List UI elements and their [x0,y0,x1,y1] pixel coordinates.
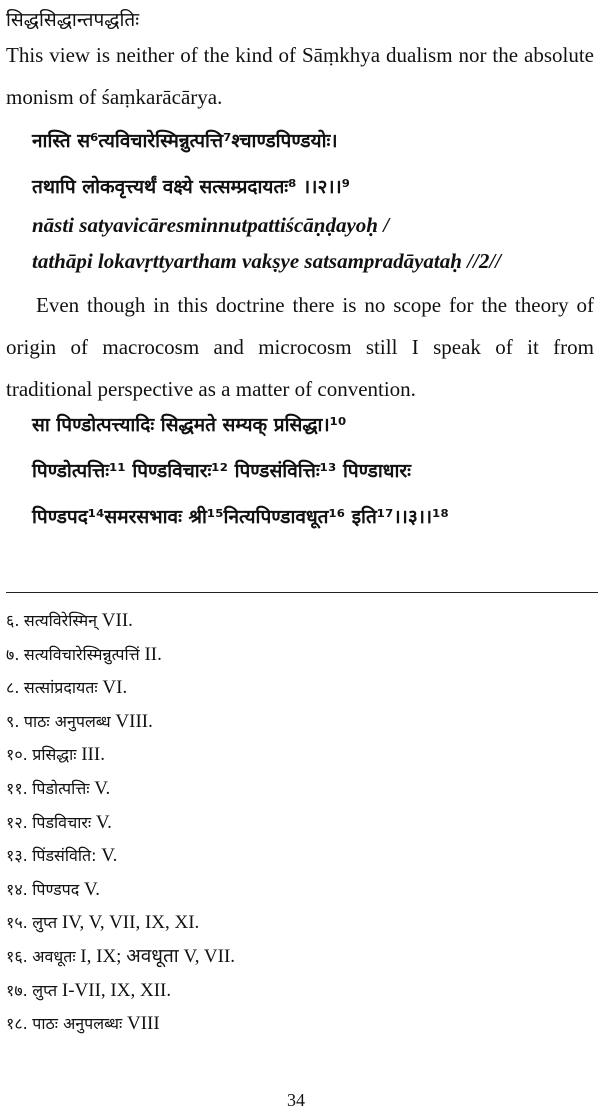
footnote-reading: सत्यविचारेस्मिन्नुत्पत्तिं [23,644,140,664]
footnote-item [6,974,235,1008]
footnote-reading: लुप्त [32,980,58,1000]
verse-2-devanagari [32,118,350,210]
footnote-source: IV, V, VII, IX, XI. [57,912,200,934]
footnote-number: ८. [6,678,20,698]
footnote-item [6,638,235,672]
footnote-item [6,705,235,739]
footnote-item [6,940,235,974]
translit-line: nāsti satyavicāresminnutpattiścāṇḍayoḥ / [32,213,390,237]
footnote-item [6,1007,235,1041]
footnote-reading: पिंडसंविति: [32,846,97,866]
footnote-item [6,906,235,940]
footnote-source: V. [91,811,112,833]
footnote-source: V. [96,845,118,867]
paragraph-translation: Even though in this doctrine there is no scope for the theory of origin of macrocosm and microcosm still I speak of it from traditional perspective as a matter of convention. [6,293,594,401]
footnote-reading: सत्यविरेस्मिन् [23,611,98,630]
translit-line: tathāpi lokavṛttyartham vakṣye satsampradāyataḥ //2// [32,249,502,273]
footnote-number: १३. [6,846,28,866]
footnote-source: III. [76,744,105,766]
footnote-reading: पाठः अनुपलब्धः [32,1014,123,1034]
footnote-item [6,839,235,873]
footnote-number: ९. [6,711,20,731]
footnote-source: V. [89,777,111,799]
footnote-reading: पिण्डपद [32,879,80,899]
footnote-reading: पाठः अनुपलब्ध [23,711,111,731]
footnote-number: १०. [6,745,28,765]
footnote-source: I-VII, IX, XII. [57,979,172,1001]
footnotes-list [6,604,235,1041]
footnote-reading: पिडविचारः [32,812,92,832]
paragraph-intro: This view is neither of the kind of Sāṃkhya dualism nor the absolute monism of śaṃkarācārya. [6,43,594,109]
footnote-source: VIII. [110,710,153,732]
footnote-source: II. [139,643,162,665]
footnote-reading: सत्सांप्रदायतः [23,678,98,698]
footnote-number: १८. [6,1014,28,1034]
verse-3-devanagari [32,402,449,540]
footnote-item [6,738,235,772]
footnote-number: ७. [6,644,20,664]
page-number: 34 [287,1090,305,1110]
running-header: सिद्धसिद्धान्तपद्धतिः [6,9,140,31]
footnote-reading: पिडोत्पत्तिः [32,778,90,798]
footnote-number: ६. [6,611,20,630]
footnote-source: I, IX; अवधूता V, VII. [75,945,236,967]
footnote-source: V. [79,878,100,900]
footnote-reading: लुप्त [32,913,58,933]
footnote-reading: प्रसिद्धाः [32,745,77,765]
footnote-source: VII. [97,610,133,631]
footnote-item [6,671,235,705]
footnote-item [6,772,235,806]
verse-line: सा पिण्डोत्पत्त्यादिः सिद्धमते सम्यक् प्रसिद्धा।¹⁰ [32,414,347,436]
footnote-number: १५. [6,913,28,933]
footnote-number: १६. [6,946,28,966]
footnote-item [6,604,235,638]
footnote-item [6,806,235,840]
footnote-reading: अवधूतः [32,946,76,966]
verse-2-transliteration [32,207,501,279]
footnote-number: १४. [6,879,28,899]
footnote-source: VIII [122,1013,160,1035]
footnote-number: ११. [6,778,28,798]
footnote-item [6,873,235,907]
footnote-number: १२. [6,812,28,832]
footnote-number: १७. [6,980,28,1000]
verse-line: पिण्डपद¹⁴समरसभावः श्री¹⁵नित्यपिण्डावधूत¹⁶ इति¹⁷।।३।।¹⁸ [32,506,449,528]
verse-line: नास्ति स⁶त्यविचारेस्मिन्नुत्पत्ति⁷श्चाण्डपिण्डयोः। [32,130,338,152]
footnote-source: VI. [97,677,128,699]
verse-line: तथापि लोकवृत्त्यर्थं वक्ष्ये सत्सम्प्रदायतः⁸ ।।२।।⁹ [32,176,351,198]
footnote-divider [6,592,598,593]
verse-line: पिण्डोत्पत्तिः¹¹ पिण्डविचारः¹² पिण्डसंवित्तिः¹³ पिण्डाधारः [32,460,411,482]
